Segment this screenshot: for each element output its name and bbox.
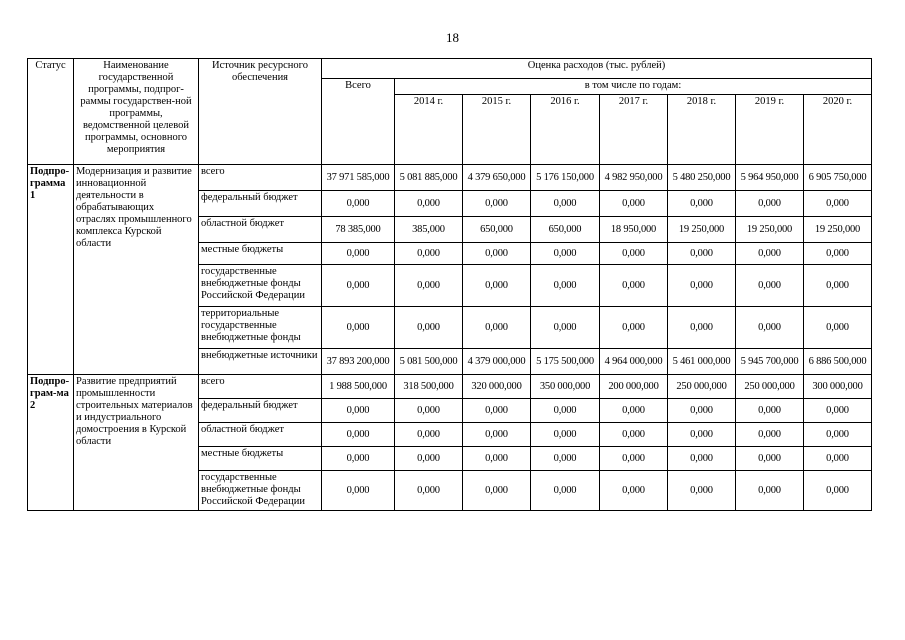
year-value: 0,000	[531, 243, 600, 265]
year-value: 0,000	[736, 191, 804, 217]
year-value: 0,000	[395, 265, 463, 307]
year-value: 0,000	[531, 471, 600, 511]
total-value: 37 971 585,000	[322, 165, 395, 191]
year-value: 250 000,000	[668, 375, 736, 399]
year-value: 6 886 500,000	[804, 349, 872, 375]
header-year: 2014 г.	[395, 95, 463, 165]
year-value: 19 250,000	[668, 217, 736, 243]
header-year: 2015 г.	[463, 95, 531, 165]
year-value: 0,000	[804, 471, 872, 511]
year-value: 0,000	[600, 447, 668, 471]
year-value: 0,000	[395, 243, 463, 265]
year-value: 0,000	[463, 307, 531, 349]
total-value: 0,000	[322, 191, 395, 217]
year-value: 0,000	[395, 447, 463, 471]
year-value: 5 480 250,000	[668, 165, 736, 191]
year-value: 0,000	[531, 307, 600, 349]
year-value: 4 379 650,000	[463, 165, 531, 191]
year-value: 0,000	[668, 399, 736, 423]
year-value: 0,000	[804, 447, 872, 471]
year-value: 320 000,000	[463, 375, 531, 399]
year-value: 0,000	[668, 243, 736, 265]
year-value: 0,000	[668, 471, 736, 511]
year-value: 0,000	[463, 423, 531, 447]
year-value: 0,000	[395, 399, 463, 423]
year-value: 0,000	[804, 265, 872, 307]
funding-source: территориальные государственные внебюджетные фонды	[199, 307, 322, 349]
table-row	[28, 165, 872, 191]
year-value: 5 081 500,000	[395, 349, 463, 375]
year-value: 0,000	[463, 399, 531, 423]
year-value: 0,000	[531, 265, 600, 307]
subprogram-status: Подпро-грам-ма 2	[28, 375, 74, 511]
year-value: 0,000	[531, 447, 600, 471]
year-value: 18 950,000	[600, 217, 668, 243]
page-number: 18	[446, 30, 459, 45]
year-value: 350 000,000	[531, 375, 600, 399]
year-value: 0,000	[804, 191, 872, 217]
year-value: 0,000	[463, 471, 531, 511]
total-value: 1 988 500,000	[322, 375, 395, 399]
year-value: 0,000	[668, 191, 736, 217]
year-value: 0,000	[531, 423, 600, 447]
year-value: 5 176 150,000	[531, 165, 600, 191]
year-value: 0,000	[600, 243, 668, 265]
year-value: 5 945 700,000	[736, 349, 804, 375]
total-value: 0,000	[322, 471, 395, 511]
total-value: 37 893 200,000	[322, 349, 395, 375]
header-year: 2020 г.	[804, 95, 872, 165]
subprogram-status: Подпро-грамма 1	[28, 165, 74, 375]
year-value: 0,000	[736, 243, 804, 265]
year-value: 5 175 500,000	[531, 349, 600, 375]
total-value: 78 385,000	[322, 217, 395, 243]
header-year: 2019 г.	[736, 95, 804, 165]
year-value: 5 964 950,000	[736, 165, 804, 191]
funding-source: всего	[199, 375, 322, 399]
funding-source: государственные внебюджетные фонды Российской Федерации	[199, 265, 322, 307]
year-value: 0,000	[600, 399, 668, 423]
funding-source: местные бюджеты	[199, 447, 322, 471]
header-source: Источник ресурсного обеспечения	[199, 59, 322, 165]
budget-table	[27, 58, 872, 511]
funding-source: федеральный бюджет	[199, 191, 322, 217]
year-value: 318 500,000	[395, 375, 463, 399]
year-value: 4 379 000,000	[463, 349, 531, 375]
year-value: 0,000	[531, 399, 600, 423]
header-status: Статус	[28, 59, 74, 165]
year-value: 250 000,000	[736, 375, 804, 399]
year-value: 0,000	[804, 243, 872, 265]
header-total: Всего	[322, 79, 395, 165]
year-value: 0,000	[600, 471, 668, 511]
year-value: 300 000,000	[804, 375, 872, 399]
year-value: 0,000	[804, 399, 872, 423]
year-value: 0,000	[668, 447, 736, 471]
year-value: 385,000	[395, 217, 463, 243]
year-value: 19 250,000	[804, 217, 872, 243]
year-value: 5 461 000,000	[668, 349, 736, 375]
header-by-years: в том числе по годам:	[395, 79, 872, 95]
year-value: 4 982 950,000	[600, 165, 668, 191]
year-value: 0,000	[736, 265, 804, 307]
year-value: 0,000	[600, 307, 668, 349]
funding-source: областной бюджет	[199, 423, 322, 447]
year-value: 0,000	[736, 399, 804, 423]
total-value: 0,000	[322, 399, 395, 423]
year-value: 5 081 885,000	[395, 165, 463, 191]
year-value: 0,000	[736, 471, 804, 511]
total-value: 0,000	[322, 307, 395, 349]
year-value: 0,000	[668, 423, 736, 447]
year-value: 0,000	[531, 191, 600, 217]
year-value: 0,000	[668, 307, 736, 349]
year-value: 0,000	[804, 307, 872, 349]
funding-source: областной бюджет	[199, 217, 322, 243]
header-year: 2017 г.	[600, 95, 668, 165]
year-value: 0,000	[395, 471, 463, 511]
year-value: 650,000	[463, 217, 531, 243]
year-value: 0,000	[463, 265, 531, 307]
funding-source: федеральный бюджет	[199, 399, 322, 423]
header-year: 2018 г.	[668, 95, 736, 165]
year-value: 19 250,000	[736, 217, 804, 243]
year-value: 0,000	[600, 423, 668, 447]
year-value: 0,000	[736, 423, 804, 447]
year-value: 0,000	[395, 423, 463, 447]
header-year: 2016 г.	[531, 95, 600, 165]
header-expenses: Оценка расходов (тыс. рублей)	[322, 59, 872, 79]
year-value: 0,000	[600, 265, 668, 307]
year-value: 200 000,000	[600, 375, 668, 399]
total-value: 0,000	[322, 243, 395, 265]
table-row	[28, 375, 872, 399]
funding-source: местные бюджеты	[199, 243, 322, 265]
total-value: 0,000	[322, 423, 395, 447]
year-value: 0,000	[600, 191, 668, 217]
total-value: 0,000	[322, 447, 395, 471]
funding-source: всего	[199, 165, 322, 191]
year-value: 0,000	[463, 191, 531, 217]
year-value: 4 964 000,000	[600, 349, 668, 375]
year-value: 650,000	[531, 217, 600, 243]
year-value: 0,000	[395, 307, 463, 349]
year-value: 0,000	[463, 243, 531, 265]
funding-source: внебюджетные источники	[199, 349, 322, 375]
funding-source: государственные внебюджетные фонды Российской Федерации	[199, 471, 322, 511]
year-value: 0,000	[804, 423, 872, 447]
header-name: Наименование государственной программы, подпрог-раммы государствен-ной программы, ведомственной целевой программы, основного мероприятия	[74, 59, 199, 165]
year-value: 0,000	[463, 447, 531, 471]
year-value: 0,000	[668, 265, 736, 307]
subprogram-name: Модернизация и развитие инновационной деятельности в обрабатывающих отраслях промышленного комплекса Курской области	[74, 165, 199, 375]
total-value: 0,000	[322, 265, 395, 307]
subprogram-name: Развитие предприятий промышленности строительных материалов и индустриального домостроения в Курской области	[74, 375, 199, 511]
year-value: 6 905 750,000	[804, 165, 872, 191]
year-value: 0,000	[736, 447, 804, 471]
year-value: 0,000	[395, 191, 463, 217]
year-value: 0,000	[736, 307, 804, 349]
